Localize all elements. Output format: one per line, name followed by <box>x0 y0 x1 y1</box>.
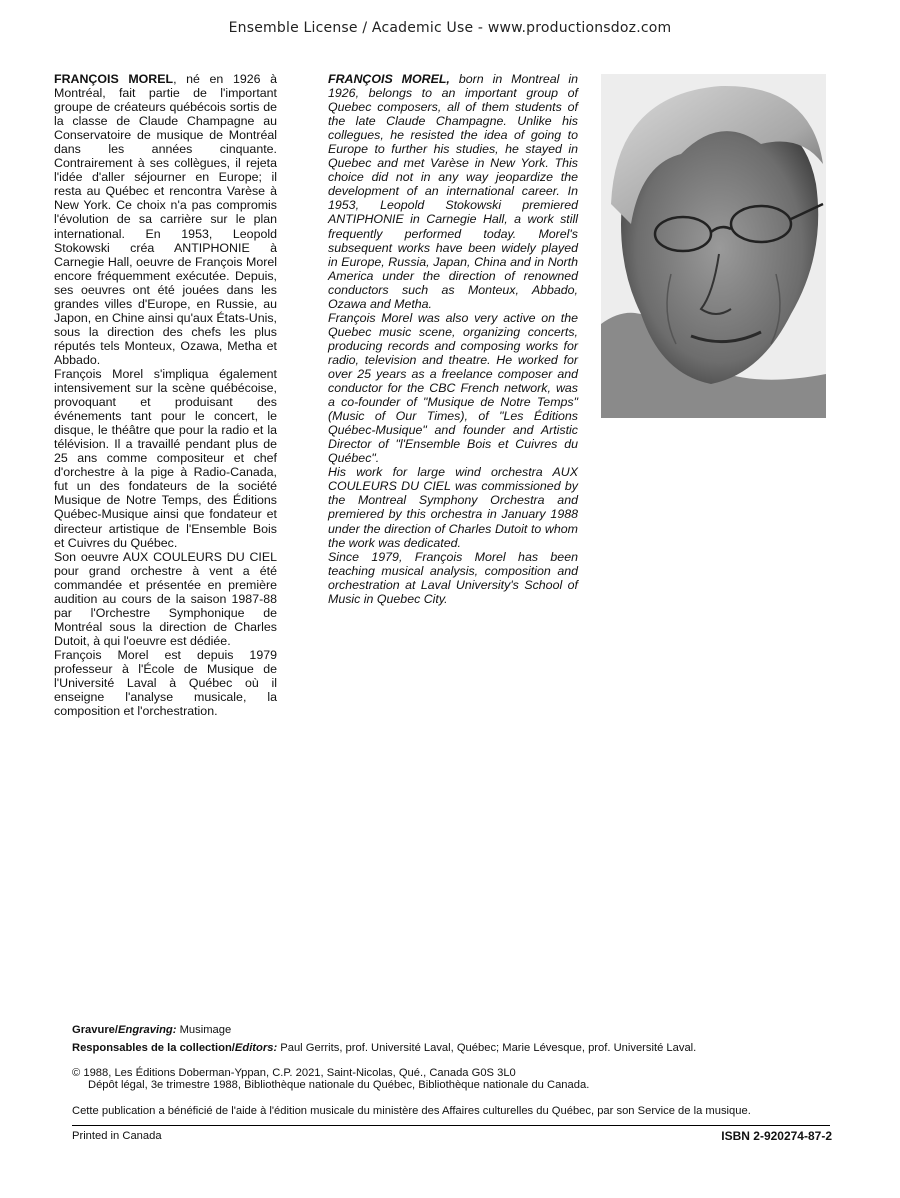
footer-divider <box>72 1125 830 1126</box>
fr-paragraph-2: François Morel s'impliqua également intensivement sur la scène québécoise, provoquant et produisant des événements tant pour le concert, le disque, le théâtre que pour la radio et la télévision. Il a travaillé pendant plus de 25 ans comme compositeur et chef d'orchestre à la pige à Radio-Canada, fut un des fondateurs de la société Musique de Notre Temps, des Éditions Québec-Musique ainsi que fondateur et directeur artistique de l'Ensemble Bois et Cuivres du Québec. <box>54 366 277 550</box>
en-paragraph-1-text: born in Montreal in 1926, belongs to an important group of Quebec composers, all of them students of the late Claude Champagne. Unlike his collegues, he resisted the idea of going to Europe to further his studies, he stayed in Quebec and met Varèse in New York. This choice did not in any way jeopardize the development of an international career. In 1953, Leopold Stokowski premiered ANTIPHONIE in Carnegie Hall, a work still frequently performed today. Morel's subsequent works have been widely played in Europe, Russia, Japan, China and in North America under the direction of renowned conductors such as Monteux, Abbado, Ozawa and Metha. <box>328 72 578 311</box>
page-header: Ensemble License / Academic Use - www.productionsdoz.com <box>228 20 672 36</box>
fr-paragraph-3: Son oeuvre AUX COULEURS DU CIEL pour grand orchestre à vent a été commandée et présentée en première audition au cours de la saison 1987-88 par l'Orchestre Symphonique de Montréal sous la direction de Charles Dutoit, à qui l'oeuvre est dédiée. <box>54 549 277 648</box>
fr-paragraph-1-text: , né en 1926 à Montréal, fait partie de l'important groupe de créateurs québécois sortis de la classe de Claude Champagne au Conservatoire de musique de Montréal dans les années cinquante. Contrairement à ses collègues, il rejeta l'idée d'aller séjourner en Europe; il resta au Québec et rencontra Varèse à New York. Ce choix n'a pas compromis l'évolution de sa carrière sur le plan international. En 1953, Leopold Stokowski créa ANTIPHONIE à Carnegie Hall, oeuvre de François Morel encore fréquemment exécutée. Depuis, ses oeuvres ont été jouées dans les grandes villes d'Europe, en Russie, au Japon, en Chine ainsi qu'aux États-Unis, sous la direction des chefs les plus réputés tels Monteux, Ozawa, Metha et Abbado. <box>54 72 278 367</box>
composer-portrait-photo <box>601 74 826 418</box>
editors-value: Paul Gerrits, prof. Université Laval, Québec; Marie Lévesque, prof. Université Laval. <box>277 1042 697 1054</box>
editors-label-fr: Responsables de la collection/ <box>72 1042 235 1054</box>
engraving-label-fr: Gravure/ <box>72 1024 119 1036</box>
isbn: ISBN 2-920274-87-2 <box>721 1129 832 1143</box>
en-paragraph-1 <box>328 72 578 311</box>
engraving-value: Musimage <box>176 1024 232 1036</box>
funding-notice: Cette publication a bénéficié de l'aide à l'édition musicale du ministère des Affaires culturelles du Québec, par son Service de la musique. <box>72 1105 751 1117</box>
fr-lead-name: FRANÇOIS MOREL <box>54 72 174 86</box>
portrait-illustration <box>601 74 826 418</box>
en-lead-name: FRANÇOIS MOREL, <box>328 72 450 86</box>
printed-in: Printed in Canada <box>72 1130 162 1142</box>
copyright-notice: © 1988, Les Éditions Doberman-Yppan, C.P. 2021, Saint-Nicolas, Qué., Canada G0S 3L0 <box>72 1067 516 1079</box>
en-paragraph-4: Since 1979, François Morel has been teaching musical analysis, composition and orchestration at Laval University's School of Music in Quebec City. <box>328 549 578 606</box>
en-paragraph-2: François Morel was also very active on the Quebec music scene, organizing concerts, producing records and composing works for radio, television and theatre. He worked for over 25 years as a freelance composer and conductor for the CBC French network, was a co-founder of "Musique de Notre Temps" (Music of Our Times), of "Les Éditions Québec-Musique" and founder and Artistic Director of "l'Ensemble Bois et Cuivres du Québec". <box>328 310 578 466</box>
fr-paragraph-4: François Morel est depuis 1979 professeur à l'École de Musique de l'Université Laval à Québec où il enseigne l'analyse musicale, la composition et l'orchestration. <box>54 647 277 719</box>
engraving-credit <box>72 1023 832 1037</box>
editors-credit <box>72 1041 832 1055</box>
en-paragraph-3: His work for large wind orchestra AUX COULEURS DU CIEL was commissioned by the Montreal Symphony Orchestra and premiered by this orchestra in January 1988 under the direction of Charles Dutoit to whom the work was dedicated. <box>328 465 578 550</box>
engraving-label-en: Engraving: <box>118 1024 177 1036</box>
editors-label-en: Editors: <box>234 1042 278 1054</box>
fr-paragraph-1 <box>54 72 277 367</box>
legal-deposit: Dépôt légal, 3e trimestre 1988, Bibliothèque nationale du Québec, Bibliothèque nationale du Canada. <box>88 1079 590 1091</box>
french-biography <box>54 72 277 718</box>
english-biography <box>328 72 578 606</box>
